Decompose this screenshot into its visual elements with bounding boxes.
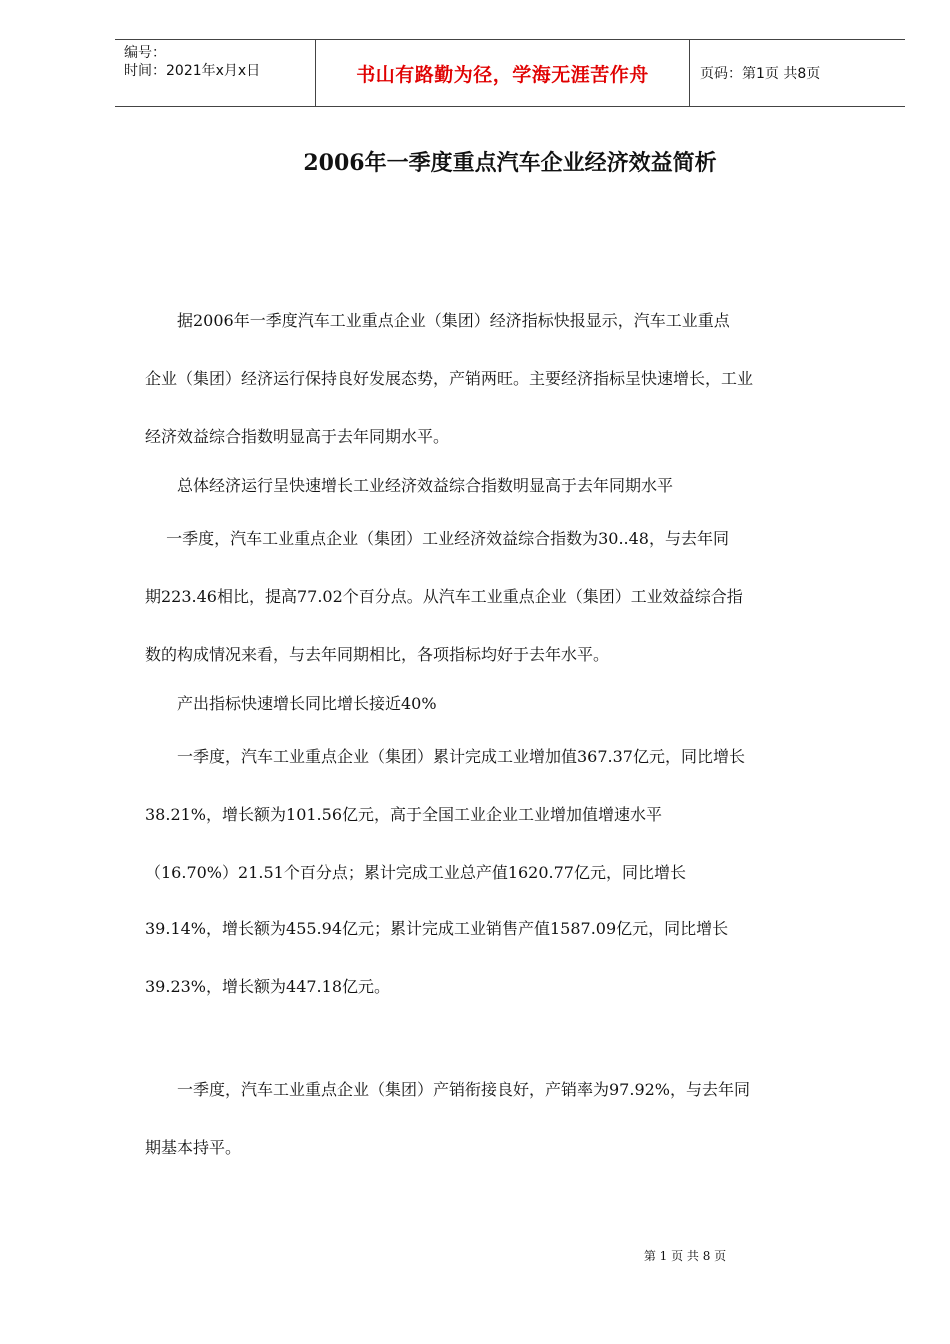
motto-text: 书山有路勤为径，学海无涯苦作舟: [356, 63, 649, 86]
page-footer: 第 1 页 共 8 页: [643, 1249, 727, 1263]
body-line: 一季度，汽车工业重点企业（集团）产销衔接良好，产销率为97.92%，与去年同: [145, 1080, 751, 1099]
body-line: 一季度，汽车工业重点企业（集团）工业经济效益综合指数为30..48，与去年同: [145, 529, 729, 548]
header-meta-cell: [115, 40, 316, 106]
body-line: 数的构成情况来看，与去年同期相比，各项指标均好于去年水平。: [145, 645, 610, 664]
body-line: 一季度，汽车工业重点企业（集团）累计完成工业增加值367.37亿元，同比增长: [145, 747, 745, 766]
header-table: [115, 39, 905, 107]
document-title: 2006年一季度重点汽车企业经济效益简析: [303, 150, 717, 176]
header-page-cell: [690, 40, 905, 106]
body-line: 产出指标快速增长同比增长接近40%: [145, 694, 437, 713]
body-line: 据2006年一季度汽车工业重点企业（集团）经济指标快报显示，汽车工业重点: [145, 311, 730, 330]
serial-number-label: 编号：: [124, 45, 166, 61]
body-line: 企业（集团）经济运行保持良好发展态势，产销两旺。主要经济指标呈快速增长，工业: [145, 369, 754, 388]
body-line: 总体经济运行呈快速增长工业经济效益综合指数明显高于去年同期水平: [145, 476, 674, 495]
page-info: 页码：第1页 共8页: [700, 66, 821, 82]
body-line: 39.14%，增长额为455.94亿元；累计完成工业销售产值1587.09亿元，同比增长: [145, 919, 729, 938]
body-line: 期基本持平。: [145, 1138, 242, 1157]
body-line: （16.70%）21.51个百分点；累计完成工业总产值1620.77亿元，同比增长: [145, 863, 686, 882]
body-line: 期223.46相比，提高77.02个百分点。从汽车工业重点企业（集团）工业效益综合指: [145, 587, 743, 606]
body-line: 经济效益综合指数明显高于去年同期水平。: [145, 427, 450, 446]
body-line: 38.21%，增长额为101.56亿元，高于全国工业企业工业增加值增速水平: [145, 805, 662, 824]
time-label: 时间：2021年x月x日: [124, 63, 261, 79]
body-line: 39.23%，增长额为447.18亿元。: [145, 977, 390, 996]
header-motto-cell: [316, 40, 690, 106]
